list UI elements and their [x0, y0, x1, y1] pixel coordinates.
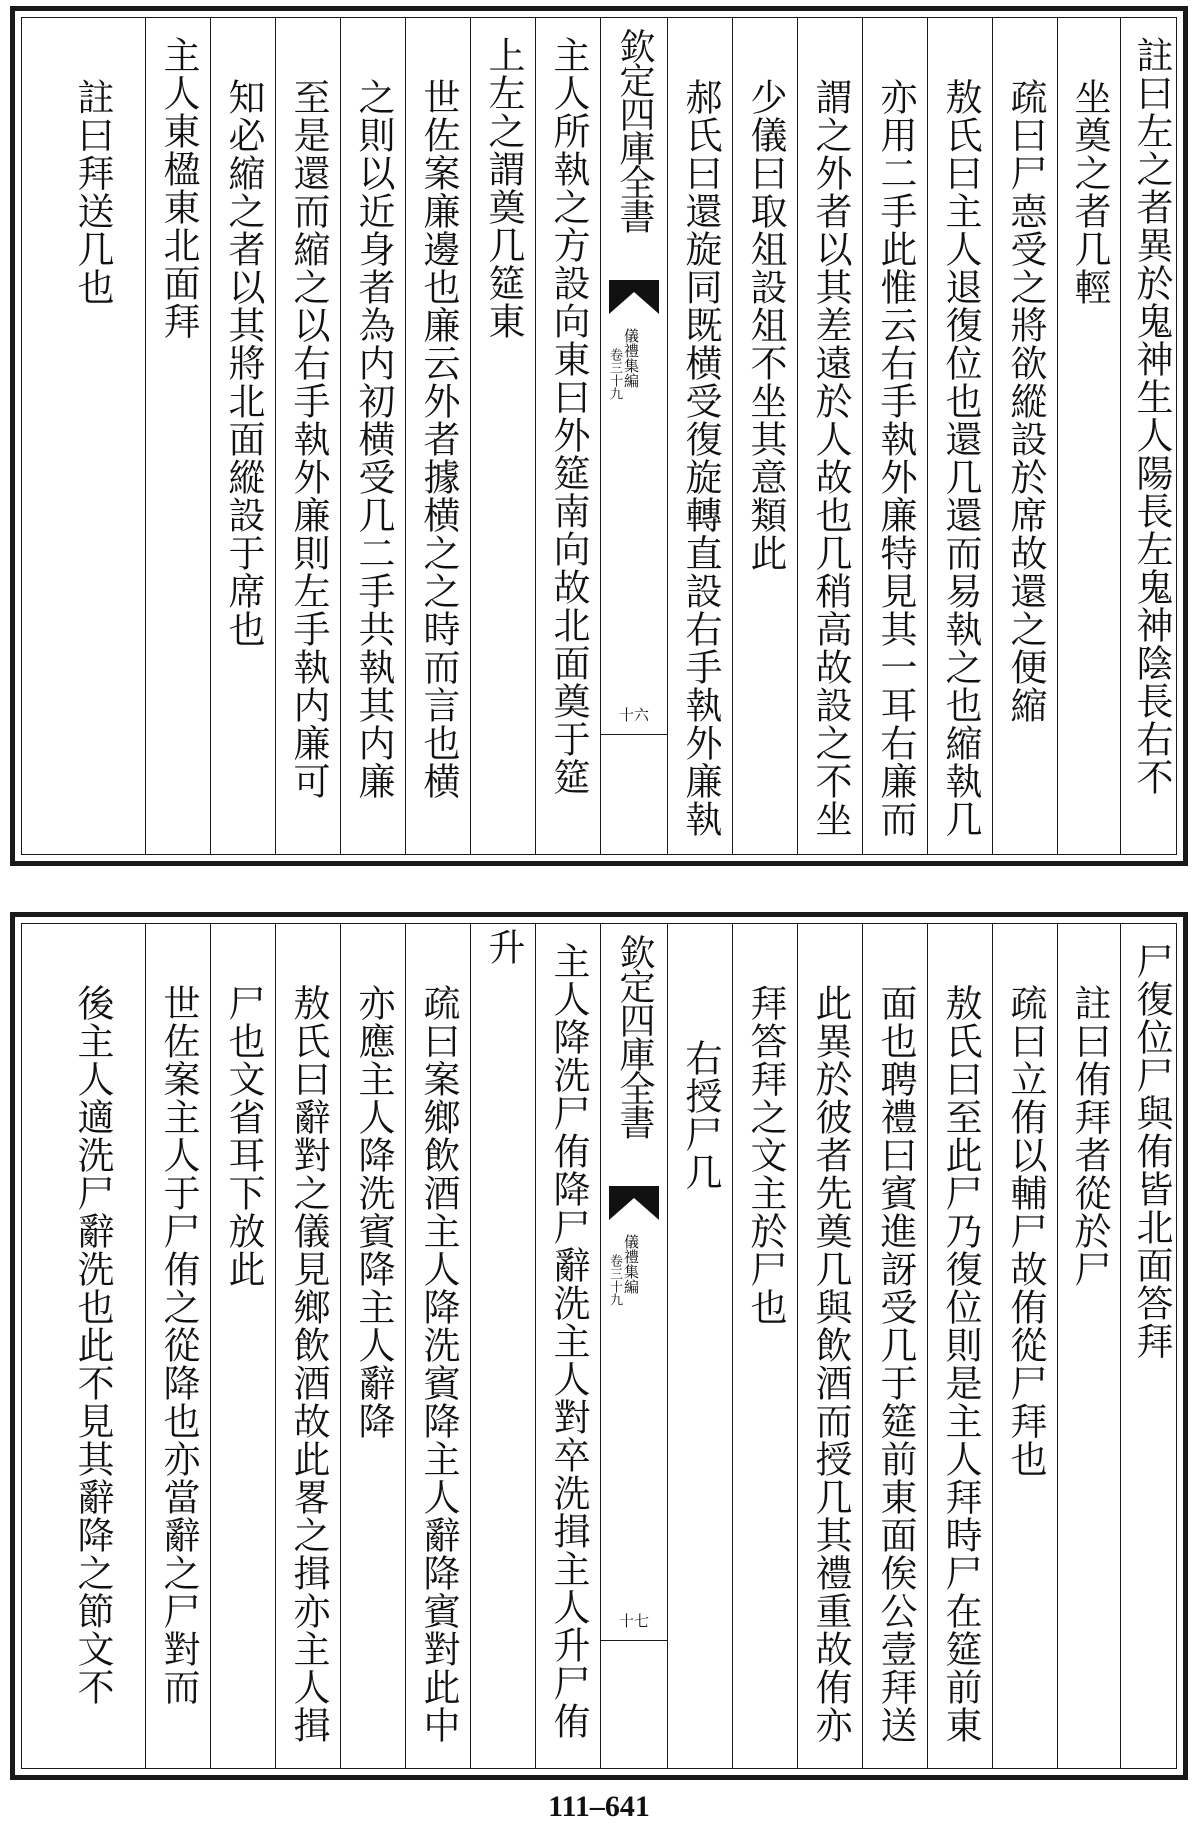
- text-column: [667, 924, 732, 1768]
- column-text: 註曰左之者異於鬼神生人陽長左鬼神陰長右不: [1130, 36, 1173, 796]
- volume-label: 卷三十九: [607, 348, 622, 400]
- text-column: [145, 18, 210, 854]
- top-page-frame: [21, 17, 1177, 855]
- text-column: [667, 18, 732, 854]
- column-text: 主人所執之方設向東曰外筵南向故北面奠于筵: [547, 36, 590, 796]
- column-text: 世佐案主人于尸侑之從降也亦當辭之尸對而: [157, 984, 200, 1706]
- bottom-page-panel: [10, 912, 1188, 1780]
- text-column: [405, 924, 470, 1768]
- fold-divider: [601, 734, 667, 735]
- text-column: [275, 924, 340, 1768]
- column-text: 至是還而縮之以右手執外廉則左手執内廉可: [287, 78, 330, 800]
- page-number: 十六: [618, 706, 649, 724]
- text-column: [797, 18, 862, 854]
- text-column: [145, 924, 210, 1768]
- book-title: 欽定四庫全書: [614, 28, 655, 232]
- volume-label: 卷三十九: [607, 1254, 622, 1306]
- column-text: 郝氏曰還旋同既横受復旋轉直設右手執外廉執: [679, 78, 722, 838]
- text-column: [1057, 18, 1120, 854]
- column-text: 敖氏曰主人退復位也還几還而易執之也縮執几: [939, 78, 982, 838]
- bottom-page-frame: [21, 923, 1177, 1769]
- page-number: 十七: [618, 1612, 649, 1630]
- column-text: 知必縮之者以其將北面縱設于席也: [222, 78, 265, 648]
- column-text: 疏曰立侑以輔尸故侑從尸拜也: [1004, 984, 1047, 1478]
- column-text: 疏曰案鄉飲酒主人降洗賓降主人辭降賓對此中: [417, 984, 460, 1744]
- column-text: 謂之外者以其差遠於人故也几稍高故設之不坐: [809, 78, 852, 838]
- column-text: 此異於彼者先奠几與飲酒而授几其禮重故侑亦: [809, 984, 852, 1744]
- text-column: [732, 924, 797, 1768]
- text-column: [470, 18, 535, 854]
- fishtail-mark-icon: [609, 280, 659, 314]
- text-column: [797, 924, 862, 1768]
- column-text: 後主人適洗尸辭洗也此不見其辭降之節文不: [71, 984, 114, 1706]
- column-text: 少儀曰取俎設俎不坐其意類此: [744, 78, 787, 572]
- text-column: [992, 924, 1057, 1768]
- column-text: 亦用二手此惟云右手執外廉特見其一耳右廉而: [874, 78, 917, 838]
- column-text: 主人降洗尸侑降尸辭洗主人對卒洗揖主人升尸侑: [547, 942, 590, 1740]
- text-column: [470, 924, 535, 1768]
- text-column: [22, 924, 145, 1768]
- text-column: [992, 18, 1057, 854]
- text-column: [927, 18, 992, 854]
- fishtail-mark-icon: [609, 1186, 659, 1220]
- column-text: 敖氏曰至此尸乃復位則是主人拜時尸在筵前東: [939, 984, 982, 1744]
- text-column: [927, 924, 992, 1768]
- top-page-panel: [10, 6, 1188, 866]
- column-text: 亦應主人降洗賓降主人辭降: [352, 984, 395, 1440]
- fold-divider: [601, 1640, 667, 1641]
- text-column: [1120, 18, 1178, 854]
- column-text: 尸復位尸與侑皆北面答拜: [1130, 942, 1173, 1360]
- book-name-label: 儀禮集編: [622, 1234, 640, 1294]
- text-column: [862, 924, 927, 1768]
- column-text: 坐奠之者几輕: [1068, 78, 1111, 306]
- text-column: [210, 924, 275, 1768]
- text-column: [535, 924, 600, 1768]
- column-text: 右授尸几: [679, 1039, 722, 1191]
- text-column: [732, 18, 797, 854]
- column-text: 世佐案廉邊也廉云外者據横之之時而言也横: [417, 78, 460, 800]
- column-text: 疏曰尸𢛳受之將欲縱設於席故還之便縮: [1004, 78, 1047, 724]
- text-column: [1120, 924, 1178, 1768]
- text-column: [22, 18, 145, 854]
- text-column: [862, 18, 927, 854]
- center-fold-strip: [600, 18, 667, 854]
- text-column: [405, 18, 470, 854]
- column-text: 上左之謂奠几筵東: [482, 36, 525, 340]
- text-column: [1057, 924, 1120, 1768]
- text-column: [275, 18, 340, 854]
- book-name-label: 儀禮集編: [622, 328, 640, 388]
- text-column: [535, 18, 600, 854]
- column-text: 升: [482, 928, 525, 966]
- column-text: 敖氏曰辭對之儀見鄉飲酒故此畧之揖亦主人揖: [287, 984, 330, 1744]
- column-text: 主人東楹東北面拜: [157, 36, 200, 340]
- center-fold-strip: [600, 924, 667, 1768]
- column-text: 拜答拜之文主於尸也: [744, 984, 787, 1326]
- text-column: [340, 924, 405, 1768]
- column-text: 註曰侑拜者從於尸: [1068, 984, 1111, 1288]
- column-text: 尸也文省耳下放此: [222, 984, 265, 1288]
- book-title: 欽定四庫全書: [614, 934, 655, 1138]
- column-text: 之則以近身者為内初横受几二手共執其内廉: [352, 78, 395, 800]
- text-column: [340, 18, 405, 854]
- column-text: 註曰拜送几也: [71, 78, 114, 306]
- page-code: 111–641: [548, 1790, 650, 1823]
- column-text: 面也聘禮曰賓進訝受几于筵前東面俟公壹拜送: [874, 984, 917, 1744]
- text-column: [210, 18, 275, 854]
